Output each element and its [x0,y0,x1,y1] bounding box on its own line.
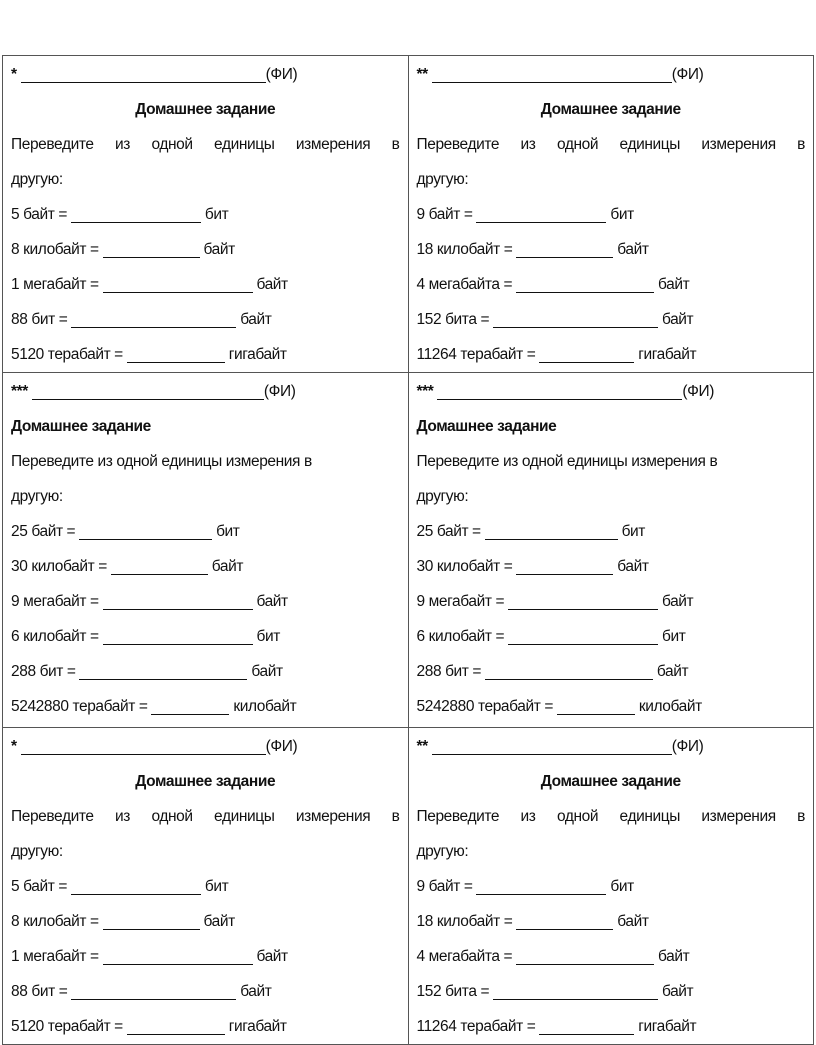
answer-blank-field[interactable] [508,584,658,610]
conversion-left: 9 байт = [416,878,473,895]
conversion-item [11,302,400,337]
conversion-left: 152 бита = [416,311,490,328]
card [3,728,409,1045]
answer-blank-field[interactable] [103,232,200,258]
conversion-unit: байт [203,913,235,930]
card [408,728,814,1045]
conversion-left: 1 мегабайт = [11,276,99,293]
conversion-unit: бит [610,206,634,223]
conversion-unit: байт [617,913,649,930]
answer-blank-field[interactable] [493,302,658,328]
name-line [11,729,400,764]
answer-blank-field[interactable] [476,197,606,223]
conversion-left: 9 байт = [416,206,473,223]
conversion-left: 88 бит = [11,311,68,328]
conversion-unit: байт [617,241,649,258]
instruction-line-1: Переведите из одной единицы измерения в [416,453,718,470]
fi-label: (ФИ) [265,738,298,755]
name-line [11,57,400,92]
answer-blank-field[interactable] [79,514,212,540]
conversion-left: 18 килобайт = [416,913,513,930]
conversion-left: 6 килобайт = [11,628,99,645]
difficulty-marker: *** [416,383,434,400]
conversion-unit: килобайт [233,698,297,715]
instruction-line-1: Переведите из одной единицы измерения в [416,136,805,153]
conversion-left: 11264 терабайт = [416,346,536,363]
card-title: Домашнее задание [135,773,276,790]
conversion-left: 1 мегабайт = [11,948,99,965]
difficulty-marker: ** [416,738,428,755]
conversion-unit: гигабайт [228,1018,287,1035]
conversion-left: 6 килобайт = [416,628,505,645]
answer-blank-field[interactable] [127,1009,225,1035]
conversion-unit: байт [661,983,694,1000]
answer-blank-field[interactable] [485,514,618,540]
name-blank-field[interactable] [32,374,264,400]
answer-blank-field[interactable] [516,939,654,965]
card-title: Домашнее задание [11,418,151,435]
conversion-left: 9 мегабайт = [11,593,99,610]
conversion-item [11,939,400,974]
answer-blank-field[interactable] [111,549,208,575]
conversion-unit: бит [662,628,686,645]
difficulty-marker: * [11,738,17,755]
conversion-item [417,337,806,372]
answer-blank-field[interactable] [557,689,635,715]
card-title: Домашнее задание [416,418,557,435]
card [3,56,409,373]
conversion-unit: байт [203,241,235,258]
answer-blank-field[interactable] [79,654,247,680]
conversion-unit: байт [256,276,288,293]
conversion-unit: гигабайт [638,1018,697,1035]
card [3,373,409,728]
conversion-item [11,514,400,549]
answer-blank-field[interactable] [71,974,236,1000]
conversion-unit: бит [610,878,634,895]
card-title: Домашнее задание [540,101,681,118]
answer-blank-field[interactable] [71,869,201,895]
fi-label: (ФИ) [671,738,704,755]
conversion-item [11,654,400,689]
conversion-unit: бит [216,523,240,540]
conversion-left: 25 байт = [416,523,481,540]
conversion-unit: килобайт [638,698,702,715]
conversion-item [417,549,806,584]
conversion-unit: байт [658,276,690,293]
conversion-item [417,654,806,689]
fi-label: (ФИ) [263,383,296,400]
conversion-item [417,869,806,904]
conversion-unit: гигабайт [638,346,697,363]
answer-blank-field[interactable] [103,904,200,930]
card [408,373,814,728]
name-blank-field[interactable] [21,57,266,83]
answer-blank-field[interactable] [516,267,654,293]
conversion-item [11,337,400,372]
conversion-unit: бит [256,628,280,645]
conversion-unit: бит [204,206,229,223]
answer-blank-field[interactable] [103,619,253,645]
fi-label: (ФИ) [682,383,714,400]
conversion-unit: байт [251,663,283,680]
difficulty-marker: *** [11,383,28,400]
conversion-item [417,584,806,619]
conversion-left: 88 бит = [11,983,68,1000]
answer-blank-field[interactable] [493,974,658,1000]
conversion-unit: байт [240,983,272,1000]
answer-blank-field[interactable] [539,1009,634,1035]
conversion-unit: байт [211,558,244,575]
conversion-unit: байт [658,948,690,965]
conversion-item [11,869,400,904]
conversion-item [11,974,400,1009]
conversion-unit: байт [617,558,649,575]
conversion-left: 152 бита = [416,983,490,1000]
conversion-left: 5120 терабайт = [11,346,123,363]
conversion-left: 4 мегабайта = [416,948,513,965]
answer-blank-field[interactable] [516,549,613,575]
name-blank-field[interactable] [432,57,672,83]
answer-blank-field[interactable] [103,267,253,293]
conversion-unit: байт [656,663,689,680]
conversion-left: 5242880 терабайт = [416,698,553,715]
conversion-left: 8 килобайт = [11,913,99,930]
answer-blank-field[interactable] [103,939,253,965]
conversion-unit: гигабайт [228,346,287,363]
conversion-left: 9 мегабайт = [416,593,505,610]
conversion-item [417,1009,806,1044]
name-blank-field[interactable] [432,729,672,755]
conversion-left: 25 байт = [11,523,76,540]
conversion-unit: бит [204,878,229,895]
conversion-unit: байт [661,311,694,328]
conversion-unit: бит [621,523,645,540]
fi-label: (ФИ) [265,66,298,83]
conversion-item [11,549,400,584]
conversion-item [417,904,806,939]
conversion-item [11,584,400,619]
conversion-left: 288 бит = [416,663,482,680]
instruction-line-2: другую: [416,843,469,860]
conversion-item [417,232,806,267]
conversion-left: 30 килобайт = [11,558,107,575]
instruction-line-2: другую: [11,171,63,188]
conversion-unit: байт [256,593,288,610]
answer-blank-field[interactable] [71,302,236,328]
conversion-unit: байт [256,948,288,965]
conversion-unit: байт [661,593,694,610]
conversion-left: 11264 терабайт = [416,1018,536,1035]
conversion-item [11,232,400,267]
answer-blank-field[interactable] [71,197,201,223]
answer-blank-field[interactable] [103,584,253,610]
name-line [11,374,400,409]
card-title: Домашнее задание [540,773,681,790]
answer-blank-field[interactable] [539,337,634,363]
conversion-item [417,939,806,974]
conversion-left: 8 килобайт = [11,241,99,258]
name-blank-field[interactable] [437,374,682,400]
answer-blank-field[interactable] [485,654,653,680]
conversion-left: 5120 терабайт = [11,1018,123,1035]
conversion-item [417,619,806,654]
conversion-left: 5 байт = [11,878,67,895]
conversion-item [11,267,400,302]
conversion-item [11,197,400,232]
instruction-line-1: Переведите из одной единицы измерения в [11,453,312,470]
conversion-left: 5 байт = [11,206,67,223]
homework-cards-table [2,55,814,1045]
instruction-line-1: Переведите из одной единицы измерения в [416,808,805,825]
instruction-line-1: Переведите из одной единицы измерения в [11,136,400,153]
instruction-line-2: другую: [11,843,63,860]
name-blank-field[interactable] [21,729,266,755]
conversion-item [11,1009,400,1044]
name-line [417,57,806,92]
conversion-left: 18 килобайт = [416,241,513,258]
conversion-left: 5242880 терабайт = [11,698,148,715]
conversion-left: 30 килобайт = [416,558,513,575]
answer-blank-field[interactable] [127,337,225,363]
difficulty-marker: ** [416,66,428,83]
name-line [417,729,806,764]
instruction-line-2: другую: [11,488,63,505]
fi-label: (ФИ) [671,66,704,83]
conversion-item [417,689,806,724]
card-title: Домашнее задание [135,101,276,118]
answer-blank-field[interactable] [476,869,606,895]
conversion-item [417,197,806,232]
conversion-item [417,514,806,549]
conversion-item [417,974,806,1009]
answer-blank-field[interactable] [516,232,613,258]
conversion-item [11,689,400,724]
instruction-line-2: другую: [416,171,469,188]
conversion-item [11,904,400,939]
conversion-item [11,619,400,654]
answer-blank-field[interactable] [516,904,613,930]
conversion-left: 288 бит = [11,663,76,680]
conversion-unit: байт [240,311,272,328]
instruction-line-2: другую: [416,488,469,505]
conversion-item [417,302,806,337]
conversion-left: 4 мегабайта = [416,276,513,293]
conversion-item [417,267,806,302]
card [408,56,814,373]
difficulty-marker: * [11,66,17,83]
instruction-line-1: Переведите из одной единицы измерения в [11,808,400,825]
answer-blank-field[interactable] [151,689,229,715]
name-line [417,374,806,409]
answer-blank-field[interactable] [508,619,658,645]
